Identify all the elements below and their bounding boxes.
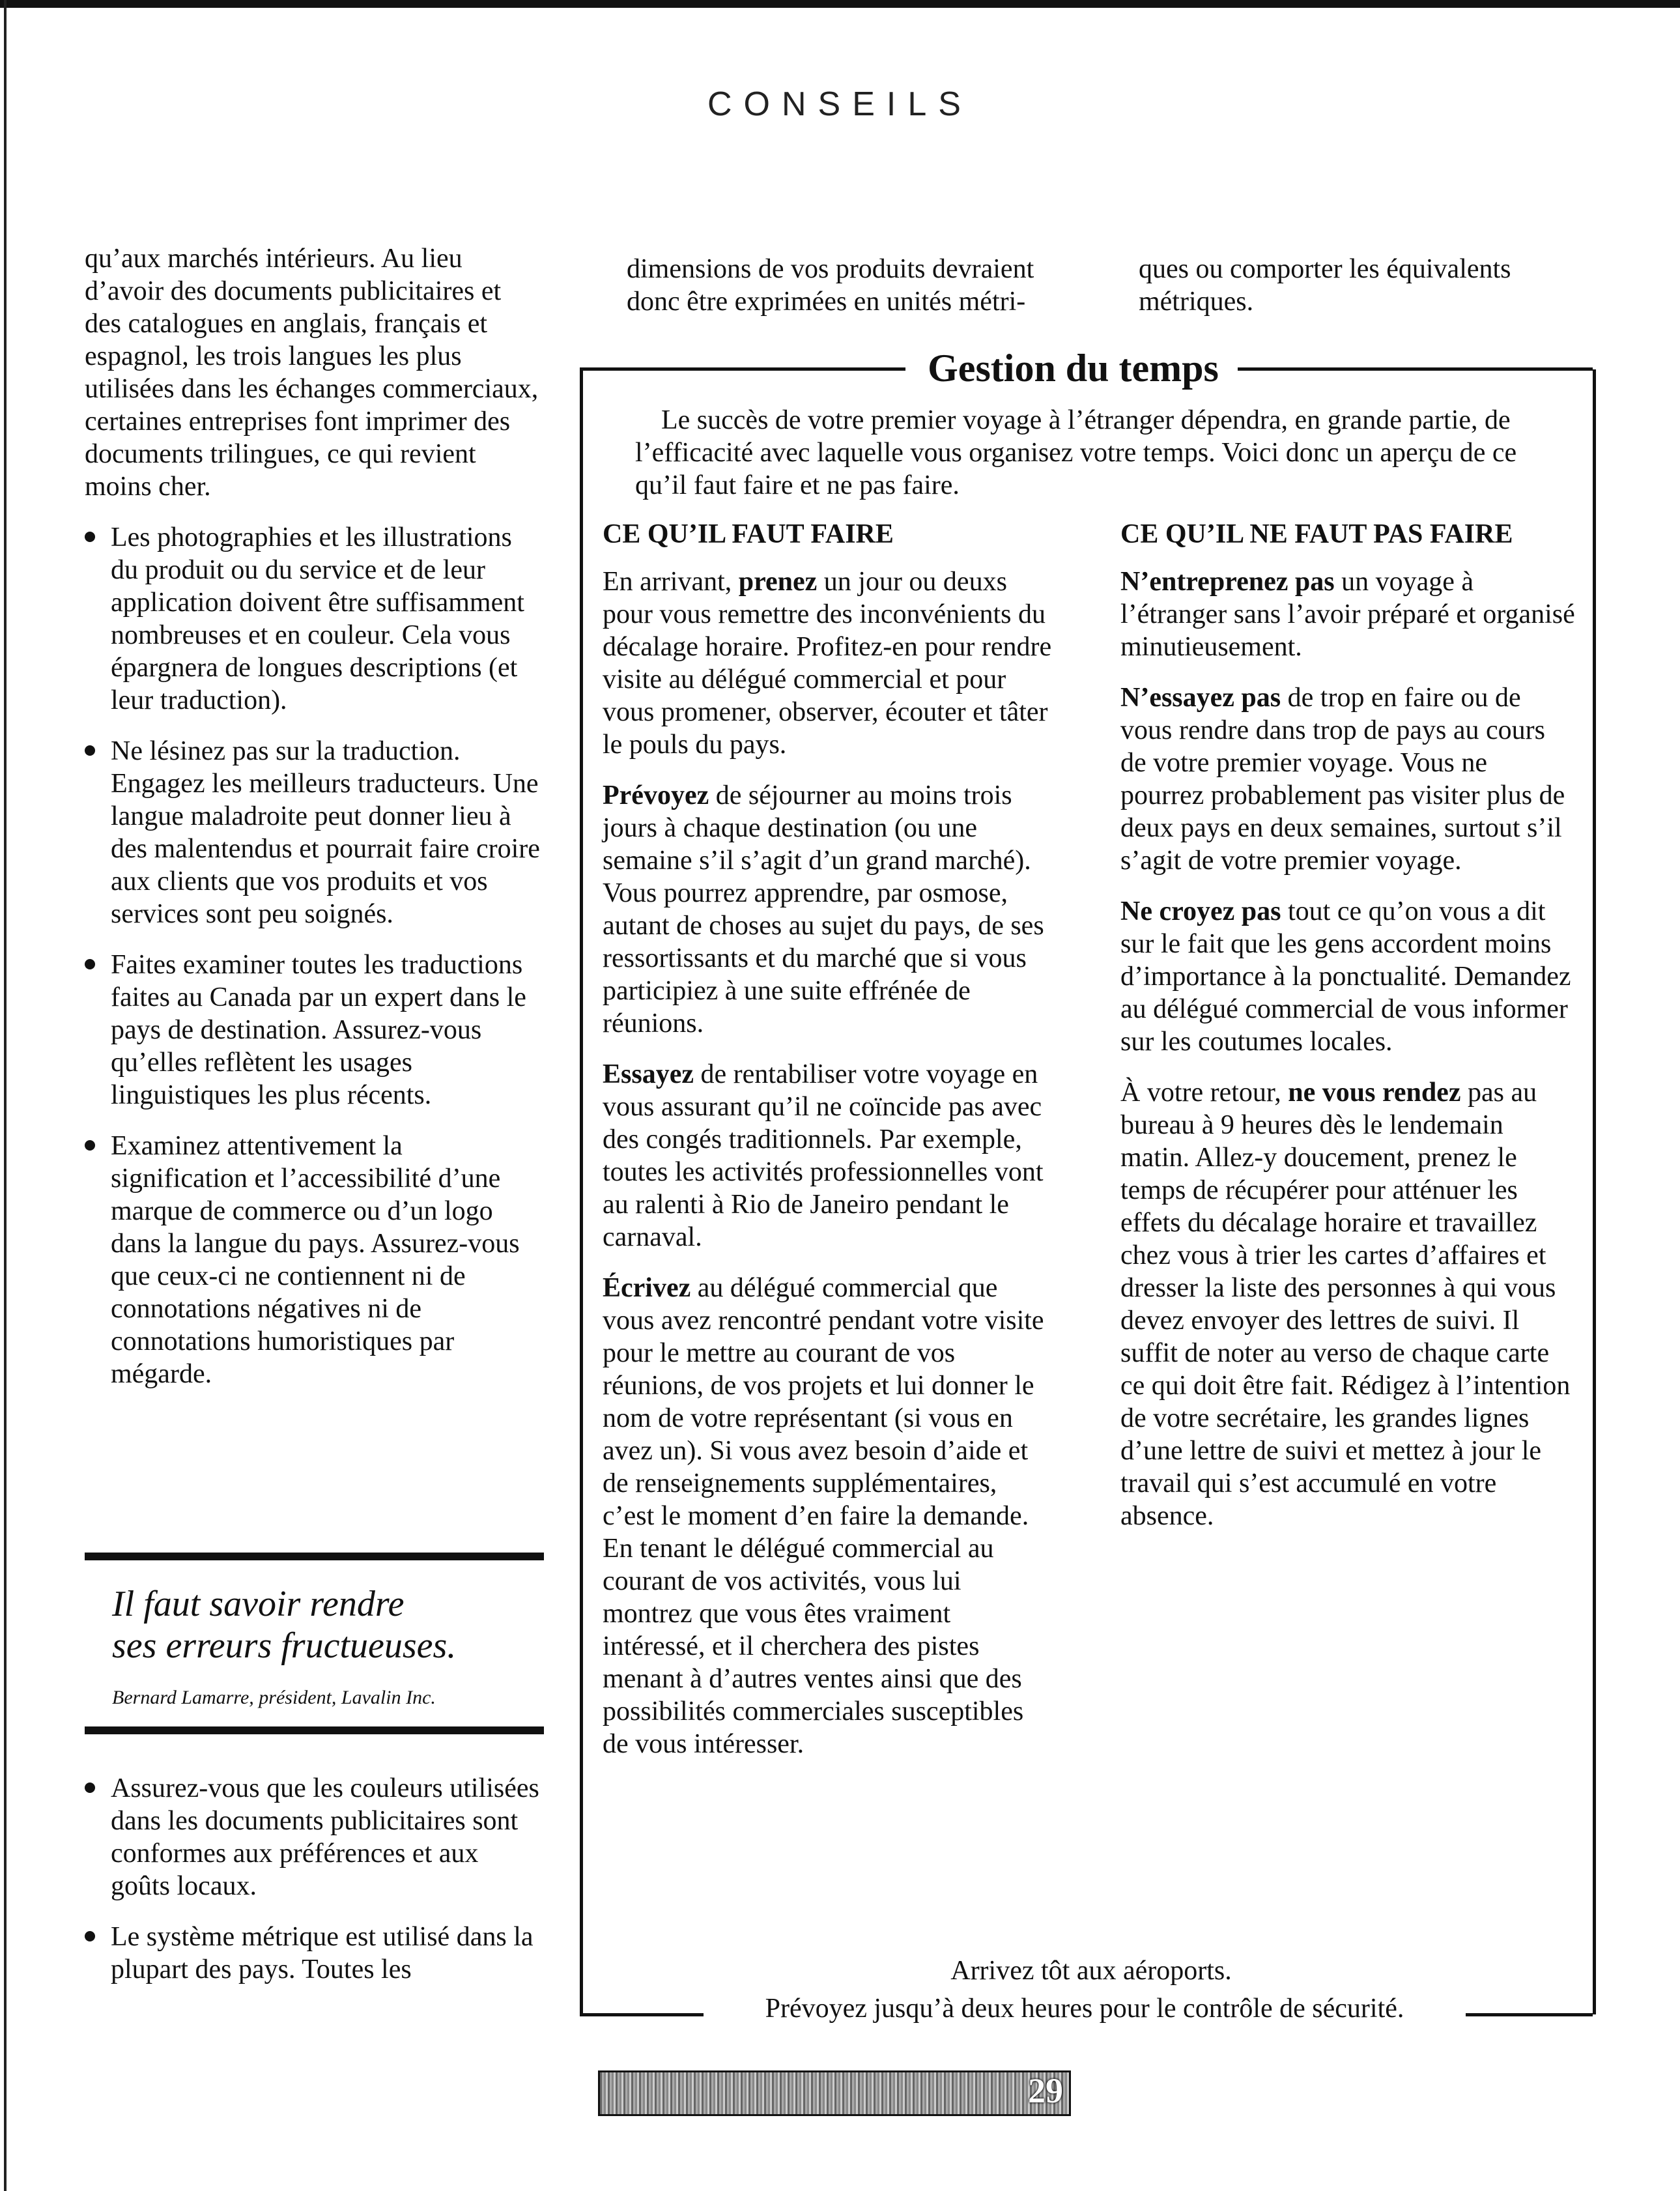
list-item-text: Le système métrique est utilisé dans la plupart des pays. Toutes les — [111, 1922, 534, 1984]
list-item — [85, 949, 541, 1111]
do-column — [603, 566, 1052, 1779]
quote-line: Il faut savoir rendre — [112, 1584, 405, 1624]
do-heading: CE QU’IL FAUT FAIRE — [603, 519, 894, 549]
list-item — [85, 1921, 541, 1986]
box-rule — [1238, 367, 1593, 371]
list-item-text: Examinez attentivement la signification et l’accessibilité d’une marque de commerce ou d’un logo dans la langue du pays. Assurez-vous que ceux-ci ne contiennent ni de connotations négatives ni de connotations humoristiques par mégarde. — [111, 1131, 520, 1389]
list-item-text: Les photographies et les illustrations du produit ou du service et de leur application doivent être suffisamment nombreuses et en couleur. Cela vous épargnera de longues descriptions (et leur traduction). — [111, 523, 524, 715]
dont-item — [1120, 1076, 1576, 1532]
dont-verb: N’essayez pas — [1120, 683, 1281, 713]
bullet-icon — [85, 1783, 95, 1793]
page-number: 29 — [1028, 2071, 1063, 2110]
page-number-bar — [598, 2070, 1071, 2116]
dont-text: un voyage à l’étranger sans l’avoir préparé et organisé minutieusement. — [1120, 567, 1575, 662]
bullet-icon — [85, 1140, 95, 1151]
do-verb: prenez — [738, 567, 818, 597]
left-column-continued — [85, 1772, 541, 2004]
paragraph: qu’aux marchés intérieurs. Au lieu d’avoir des documents publicitaires et des catalogues en anglais, français et espagnol, les trois langues les plus utilisées dans les échanges commerciaux, certaines entreprises font imprimer des documents trilingues, ce qui revient moins cher. — [85, 244, 539, 502]
do-lead: En arrivant, — [603, 567, 739, 597]
dont-item — [1120, 895, 1576, 1058]
do-verb: Essayez — [603, 1059, 694, 1089]
dont-lead: À votre retour, — [1120, 1078, 1288, 1108]
list-item — [85, 521, 541, 717]
do-item — [603, 779, 1052, 1040]
box-intro — [635, 404, 1573, 502]
box-rule — [580, 367, 905, 371]
quote-rule-bottom — [85, 1726, 544, 1734]
list-item-text: Assurez-vous que les couleurs utilisées dans les documents publicitaires sont conformes aux préférences et aux goûts locaux. — [111, 1773, 539, 1901]
list-item-text: Ne lésinez pas sur la traduction. Engagez les meilleurs traducteurs. Une langue maladroite peut donner lieu à des malentendus et pourrait faire croire aux clients que vos produits et vos services sont peu soignés. — [111, 736, 540, 929]
box-footer-line: Prévoyez jusqu’à deux heures pour le contrôle de sécurité. — [765, 1994, 1404, 2024]
pull-quote — [112, 1583, 535, 1667]
do-verb: Prévoyez — [603, 780, 709, 810]
left-column — [85, 242, 541, 1409]
do-text: un jour ou deuxs pour vous remettre des inconvénients du décalage horaire. Profitez-en pour rendre visite au délégué commercial et pour vous promener, observer, écouter et tâter le pouls du pays. — [603, 567, 1052, 760]
dont-verb: Ne croyez pas — [1120, 896, 1281, 926]
dont-item — [1120, 681, 1576, 877]
box-footer-line: Arrivez tôt aux aéroports. — [950, 1956, 1232, 1986]
left-border — [4, 0, 7, 2191]
top-border — [0, 0, 1680, 8]
dont-text: pas au bureau à 9 heures dès le lendemain matin. Allez-y doucement, prenez le temps de récupérer pour atténuer les effets du décalage horaire et travaillez chez vous à trier les cartes d’affaires et dresser la liste des personnes à qui vous devez envoyer des lettres de suivi. Il suffit de noter au verso de chaque carte ce qui doit être fait. Rédigez à l’intention de votre secrétaire, les grandes lignes d’une lettre de suivi et mettez à jour le travail qui s’est accumulé en votre absence. — [1120, 1078, 1571, 1531]
dont-heading: CE QU’IL NE FAUT PAS FAIRE — [1120, 519, 1513, 549]
do-item — [603, 1272, 1052, 1760]
do-text: de séjourner au moins trois jours à chaque destination (ou une semaine s’il s’agit d’un grand marché). Vous pourrez apprendre, par osmose, autant de choses au sujet du pays, de ses ressortissants et du marché que si vous participiez à une suite effrénée de réunions. — [603, 780, 1044, 1038]
do-text: au délégué commercial que vous avez rencontré pendant votre visite pour le mettre au courant de vos réunions, de vos projets et lui donner le nom de votre représentant (si vous en avez un). Si vous avez besoin d’aide et de renseignements supplémentaires, c’est le moment d’en faire la demande. En tenant le délégué commercial au courant de vos activités, vous lui montrez que vous êtes vraiment intéressé, et il cherchera des pistes menant à d’autres ventes ainsi que des possibilités commerciales susceptibles de vous intéresser. — [603, 1273, 1044, 1759]
bullet-icon — [85, 959, 95, 969]
list-item — [85, 1130, 541, 1390]
do-item — [603, 1058, 1052, 1253]
list-item — [85, 735, 541, 930]
quote-line: ses erreurs fructueuses. — [112, 1625, 457, 1666]
do-verb: Écrivez — [603, 1273, 691, 1303]
dont-verb: N’entreprenez pas — [1120, 567, 1335, 597]
paragraph: Le succès de votre premier voyage à l’étranger dépendra, en grande partie, de l’efficacité avec laquelle vous organisez votre temps. Voici donc un aperçu de ce qu’il faut faire et ne pas faire. — [635, 405, 1517, 500]
dont-item — [1120, 566, 1576, 663]
do-item — [603, 566, 1052, 761]
box-rule — [580, 2013, 704, 2016]
list-item-text: Faites examiner toutes les traductions faites au Canada par un expert dans le pays de destination. Assurez-vous qu’elles reflètent les usages linguistiques les plus récents. — [111, 950, 526, 1110]
quote-credit: Bernard Lamarre, président, Lavalin Inc. — [112, 1687, 436, 1708]
dont-text: tout ce qu’on vous a dit sur le fait que les gens accordent moins d’importance à la ponctualité. Demandez au délégué commercial de vous informer sur les coutumes locales. — [1120, 896, 1571, 1057]
list-item — [85, 1772, 541, 1902]
quote-rule-top — [85, 1553, 544, 1560]
paragraph: ques ou comporter les équivalents métriques. — [1139, 254, 1511, 317]
dont-verb: ne vous rendez — [1288, 1078, 1461, 1108]
dont-text: de trop en faire ou de vous rendre dans trop de pays au cours de votre premier voyage. Vous ne pourrez probablement pas visiter plus de deux pays en deux semaines, surtout s’il s’agit de votre premier voyage. — [1120, 683, 1565, 876]
do-text: de rentabiliser votre voyage en vous assurant qu’il ne coïncide pas avec des congés traditionnels. Par exemple, toutes les activités professionnelles vont au ralenti à Rio de Janeiro pendant le carnaval. — [603, 1059, 1044, 1252]
page-header: CONSEILS — [707, 85, 973, 123]
bullet-icon — [85, 532, 95, 542]
bullet-icon — [85, 1931, 95, 1941]
dont-column — [1120, 566, 1576, 1551]
box-rule — [1466, 2013, 1593, 2016]
paragraph: dimensions de vos produits devraient donc être exprimées en unités métri- — [627, 254, 1034, 317]
bullet-icon — [85, 745, 95, 756]
box-title: Gestion du temps — [909, 342, 1238, 394]
